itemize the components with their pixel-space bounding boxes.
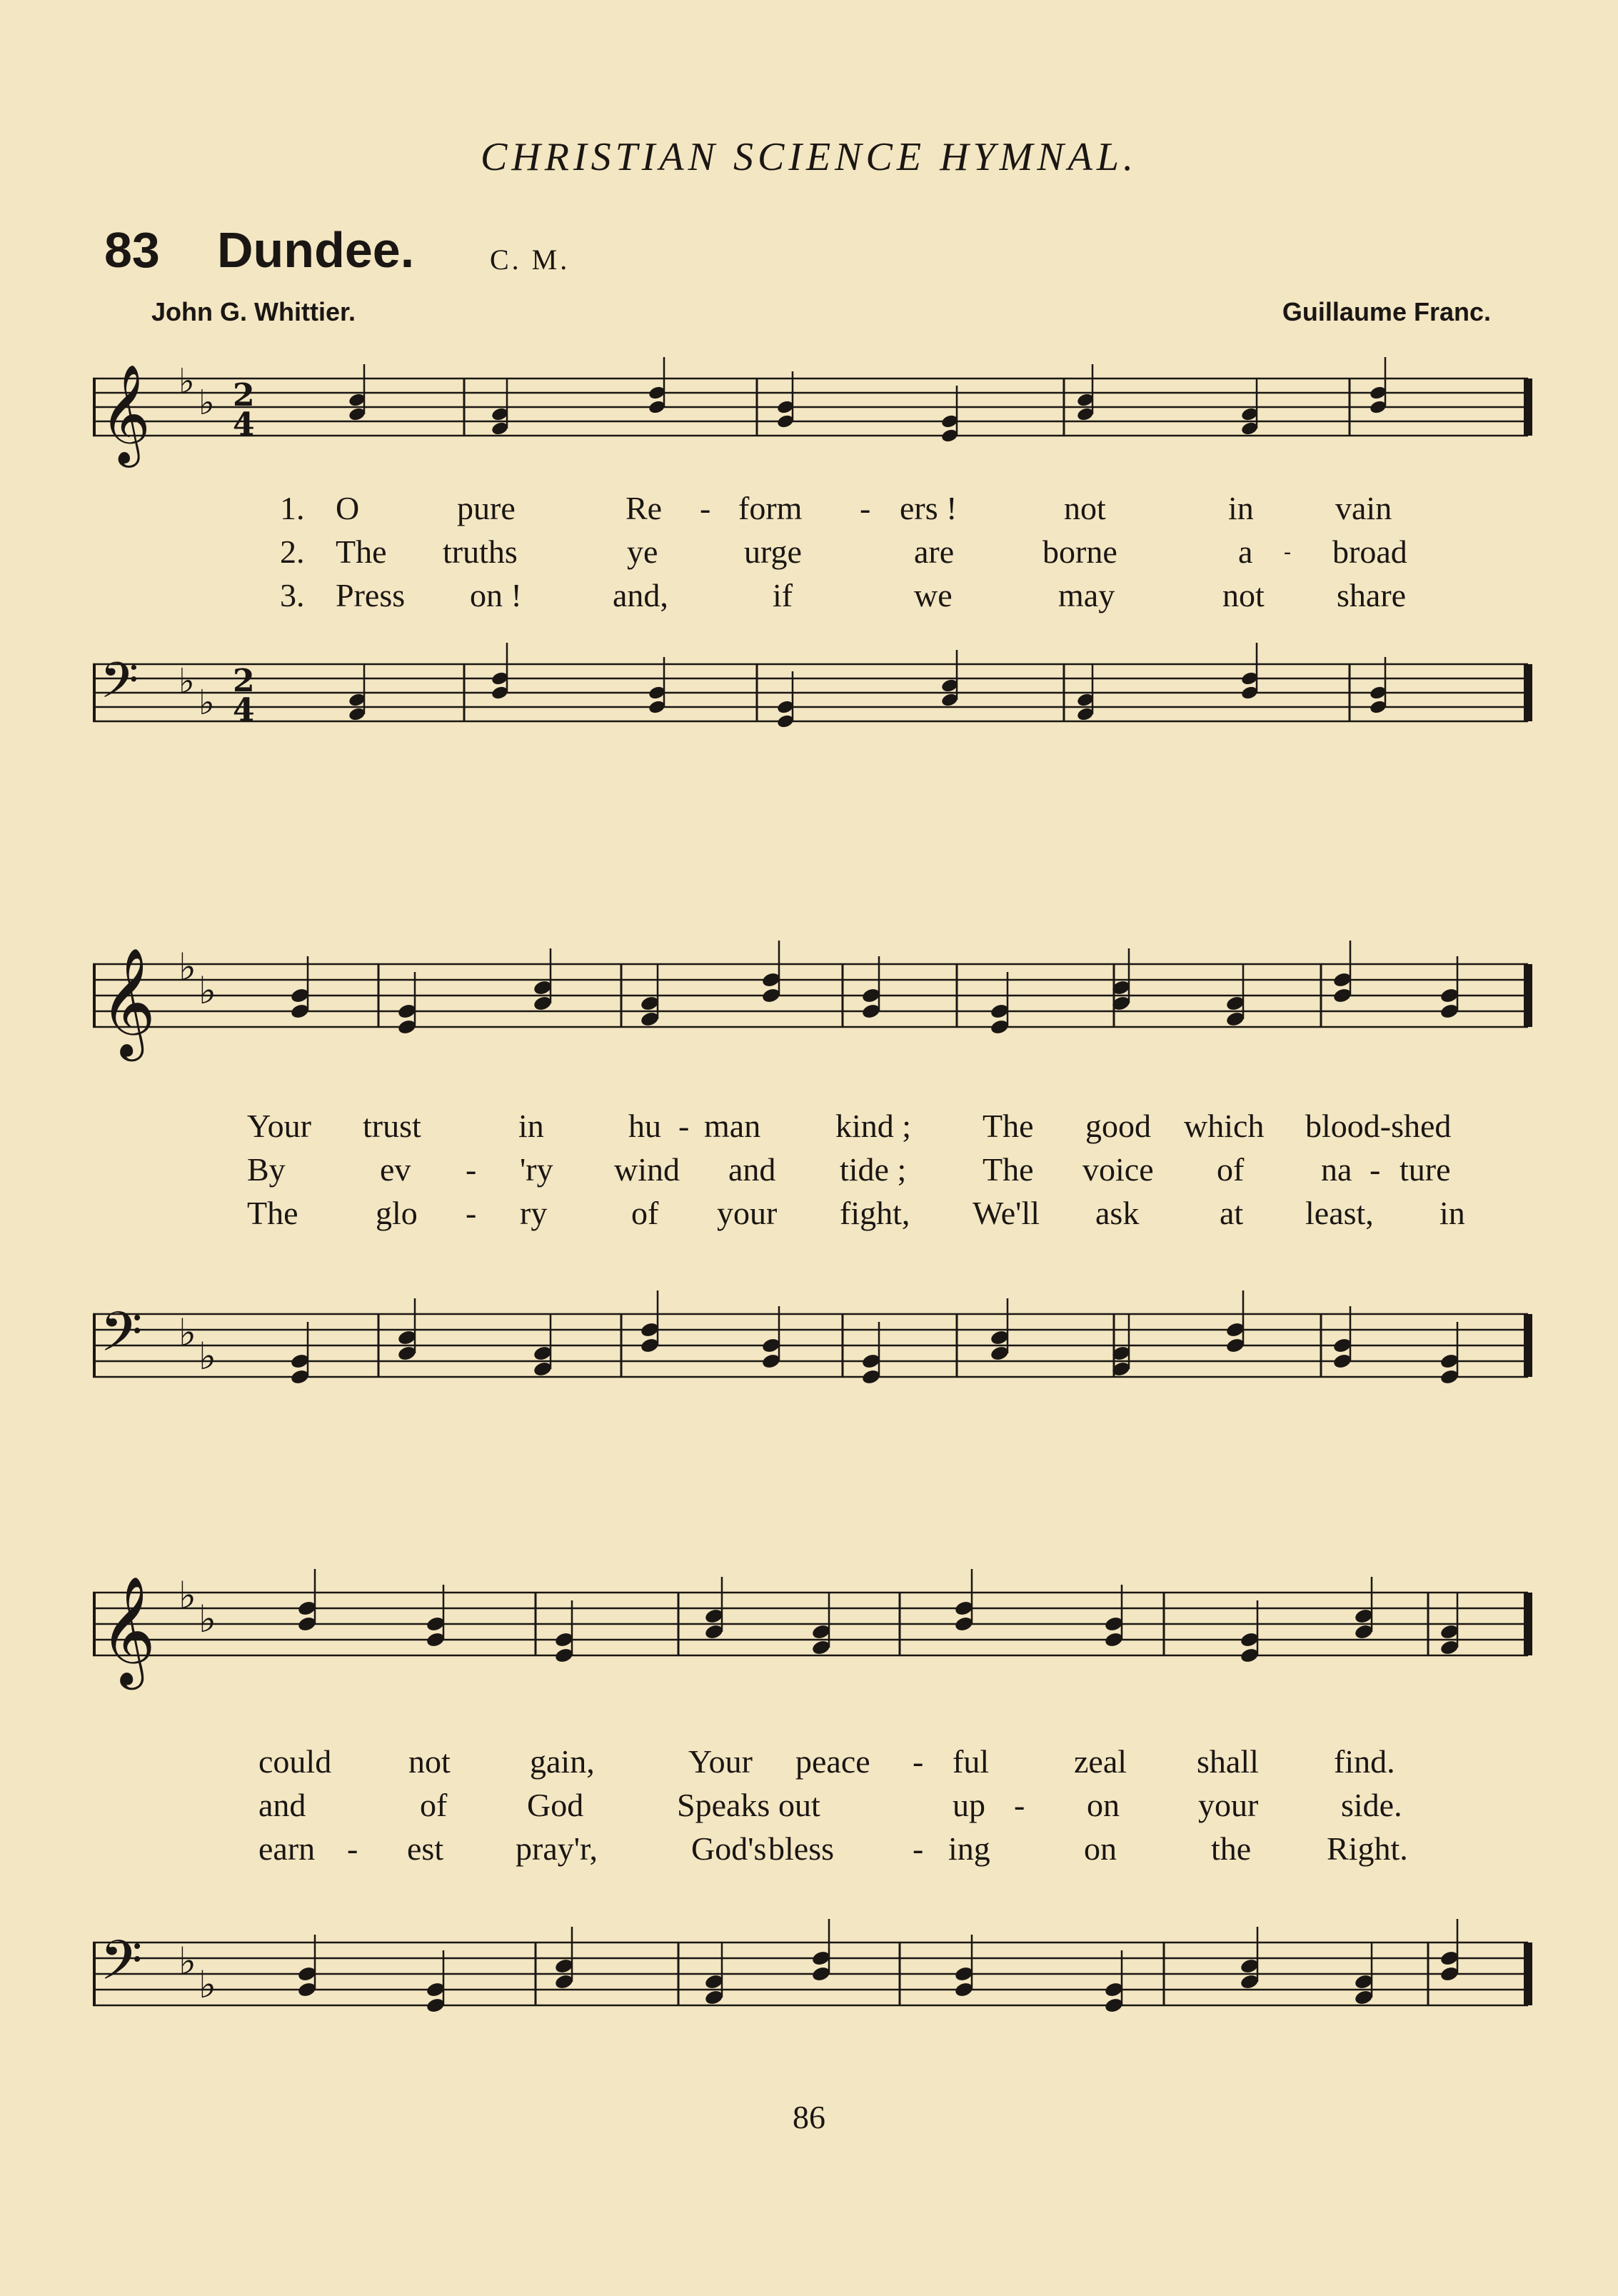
flat-icon: ♭ — [179, 946, 196, 989]
lyric-syllable: borne — [1042, 533, 1117, 570]
lyric-syllable: of — [631, 1195, 659, 1231]
lyric-syllable: and — [258, 1787, 306, 1823]
composer-credit: Guillaume Franc. — [1282, 297, 1491, 326]
music-system-3 — [93, 1550, 1535, 2078]
lyric-syllable: Press — [336, 577, 406, 613]
flat-icon: ♭ — [179, 1940, 196, 1983]
lyric-syllable: kind ; — [835, 1108, 912, 1144]
lyric-hyphen: - — [466, 1195, 477, 1231]
lyric-syllable: which — [1184, 1108, 1265, 1144]
verse-number: 3. — [280, 577, 305, 613]
lyric-syllable: ture — [1400, 1151, 1451, 1188]
lyric-syllable: The — [983, 1108, 1034, 1144]
running-title: CHRISTIAN SCIENCE HYMNAL. — [480, 135, 1138, 179]
lyric-syllable: fight, — [840, 1195, 910, 1231]
lyric-syllable: are — [914, 533, 955, 570]
bass-clef-icon: 𝄢 — [100, 1928, 143, 2005]
meter: C. M. — [490, 244, 571, 276]
flat-icon: ♭ — [179, 1574, 196, 1618]
lyric-syllable: est — [407, 1830, 444, 1867]
lyric-syllable: zeal — [1074, 1743, 1127, 1780]
lyric-syllable: may — [1058, 577, 1115, 613]
lyric-verse-1 — [93, 1107, 1535, 1147]
lyric-syllable: Speaks — [677, 1787, 770, 1823]
lyric-syllable: form — [738, 490, 803, 526]
lyric-syllable: ers ! — [900, 490, 958, 526]
lyric-syllable: the — [1211, 1830, 1252, 1867]
lyric-verse-3 — [93, 576, 1535, 616]
lyric-syllable: God — [527, 1787, 584, 1823]
lyric-syllable: and, — [613, 577, 668, 613]
lyric-syllable: glo — [376, 1195, 418, 1231]
lyric-syllable: The — [247, 1195, 298, 1231]
lyric-syllable: we — [914, 577, 953, 613]
lyric-syllable: pure — [457, 490, 516, 526]
time-signature-top: 2 — [233, 377, 255, 413]
lyric-syllable: gain, — [530, 1743, 595, 1780]
flat-icon: ♭ — [199, 1335, 216, 1378]
treble-clef-icon: 𝄞 — [100, 947, 156, 1057]
lyric-hyphen: - — [1370, 1151, 1381, 1188]
lyric-syllable: not — [1222, 577, 1265, 613]
tune-name: Dundee. — [217, 222, 415, 278]
lyric-syllable: broad — [1332, 533, 1407, 570]
lyric-verse-2 — [93, 1150, 1535, 1190]
lyric-verse-1 — [93, 489, 1535, 529]
lyric-syllable: na — [1321, 1151, 1352, 1188]
lyric-syllable: Re — [625, 490, 663, 526]
lyric-hyphen: - — [860, 490, 871, 526]
lyric-syllable: pray'r, — [516, 1830, 598, 1867]
lyric-syllable: not — [408, 1743, 451, 1780]
lyric-verse-1 — [93, 1743, 1535, 1783]
bass-staff — [93, 621, 1535, 778]
lyric-syllable: bless — [768, 1830, 834, 1867]
music-system-2 — [93, 921, 1535, 1450]
lyric-hyphen: - — [466, 1151, 477, 1188]
lyric-syllable: in — [1228, 490, 1254, 526]
lyric-syllable: ev — [380, 1151, 411, 1188]
lyric-syllable: ask — [1095, 1195, 1140, 1231]
lyric-syllable: earn — [258, 1830, 316, 1867]
flat-icon: ♭ — [179, 1311, 196, 1355]
lyric-syllable: not — [1064, 490, 1106, 526]
flat-icon: ♭ — [199, 1963, 216, 2007]
hymn-number: 83 — [104, 222, 160, 278]
lyric-syllable: your — [717, 1195, 778, 1231]
treble-staff — [93, 1550, 1535, 1735]
lyric-verse-2 — [93, 1786, 1535, 1826]
lyric-syllable: vain — [1335, 490, 1392, 526]
lyric-syllable: share — [1337, 577, 1407, 613]
lyric-syllable: at — [1220, 1195, 1244, 1231]
lyric-syllable: 'ry — [520, 1151, 553, 1188]
lyric-syllable: if — [773, 577, 793, 613]
lyric-syllable: good — [1085, 1108, 1151, 1144]
treble-staff — [93, 357, 1535, 478]
time-signature-bottom: 4 — [233, 692, 255, 728]
lyric-syllable: hu — [628, 1108, 661, 1144]
lyric-syllable: trust — [363, 1108, 421, 1144]
lyric-syllable: urge — [744, 533, 802, 570]
lyric-syllable: a — [1238, 533, 1253, 570]
lyric-syllable: Your — [247, 1108, 311, 1144]
lyric-hyphen: - — [700, 490, 711, 526]
lyric-syllable: Your — [688, 1743, 753, 1780]
lyric-syllable: wind — [614, 1151, 680, 1188]
lyric-syllable: your — [1198, 1787, 1259, 1823]
lyric-syllable: The — [336, 533, 387, 570]
flat-icon: ♭ — [179, 661, 195, 701]
lyric-syllable: man — [704, 1108, 761, 1144]
flat-icon: ♭ — [199, 1598, 216, 1641]
lyric-syllable: find. — [1334, 1743, 1395, 1780]
lyric-syllable: The — [983, 1151, 1034, 1188]
lyric-hyphen: - — [347, 1830, 358, 1867]
lyric-syllable: ful — [953, 1743, 990, 1780]
lyric-syllable: side. — [1341, 1787, 1402, 1823]
lyric-syllable: ing — [948, 1830, 990, 1867]
lyric-syllable: on — [1087, 1787, 1120, 1823]
treble-staff — [93, 921, 1535, 1107]
bass-staff — [93, 1257, 1535, 1443]
music-system-1 — [93, 343, 1535, 786]
lyric-syllable: on — [1084, 1830, 1117, 1867]
flat-icon: ♭ — [199, 683, 215, 723]
treble-clef-icon: 𝄞 — [100, 364, 151, 463]
time-signature-top: 2 — [233, 663, 255, 699]
bass-clef-icon: 𝄢 — [100, 651, 139, 721]
lyric-hyphen: - — [913, 1743, 924, 1780]
lyric-syllable: up — [953, 1787, 985, 1823]
lyric-syllable: out — [778, 1787, 820, 1823]
bass-staff — [93, 1885, 1535, 2071]
lyric-hyphen: - — [1014, 1787, 1025, 1823]
lyric-syllable: Right. — [1327, 1830, 1408, 1867]
lyric-syllable: We'll — [973, 1195, 1040, 1231]
lyric-syllable: truths — [443, 533, 518, 570]
lyric-syllable: By — [247, 1151, 286, 1188]
lyric-syllable: on ! — [470, 577, 522, 613]
flat-icon: ♭ — [199, 969, 216, 1013]
flat-icon: ♭ — [179, 361, 195, 401]
lyric-verse-2 — [93, 533, 1535, 573]
lyric-verse-3 — [93, 1830, 1535, 1870]
lyric-syllable: ry — [520, 1195, 548, 1231]
lyric-syllable: voice — [1082, 1151, 1154, 1188]
lyric-syllable: and — [728, 1151, 776, 1188]
lyric-hyphen: - — [678, 1108, 690, 1144]
author-credit: John G. Whittier. — [151, 297, 356, 326]
lyric-syllable: in — [518, 1108, 544, 1144]
lyric-syllable: tide ; — [840, 1151, 907, 1188]
flat-icon: ♭ — [199, 383, 215, 423]
lyric-syllable: God's — [691, 1830, 767, 1867]
lyric-syllable: O — [336, 490, 360, 526]
page-number: 86 — [793, 2099, 825, 2135]
bass-clef-icon: 𝄢 — [100, 1300, 143, 1377]
verse-number: 2. — [280, 533, 305, 570]
lyric-syllable: blood-shed — [1305, 1108, 1452, 1144]
treble-clef-icon: 𝄞 — [100, 1575, 156, 1685]
lyric-syllable: of — [1217, 1151, 1245, 1188]
lyric-syllable: of — [420, 1787, 448, 1823]
time-signature-bottom: 4 — [233, 406, 255, 443]
lyric-syllable: ye — [627, 533, 658, 570]
lyric-hyphen: - — [1284, 540, 1291, 563]
lyric-syllable: in — [1439, 1195, 1465, 1231]
lyric-syllable: peace — [795, 1743, 870, 1780]
lyric-syllable: least, — [1305, 1195, 1374, 1231]
lyric-syllable: shall — [1197, 1743, 1259, 1780]
lyric-syllable: could — [258, 1743, 332, 1780]
lyric-verse-3 — [93, 1194, 1535, 1234]
verse-number: 1. — [280, 490, 305, 526]
lyric-hyphen: - — [913, 1830, 924, 1867]
